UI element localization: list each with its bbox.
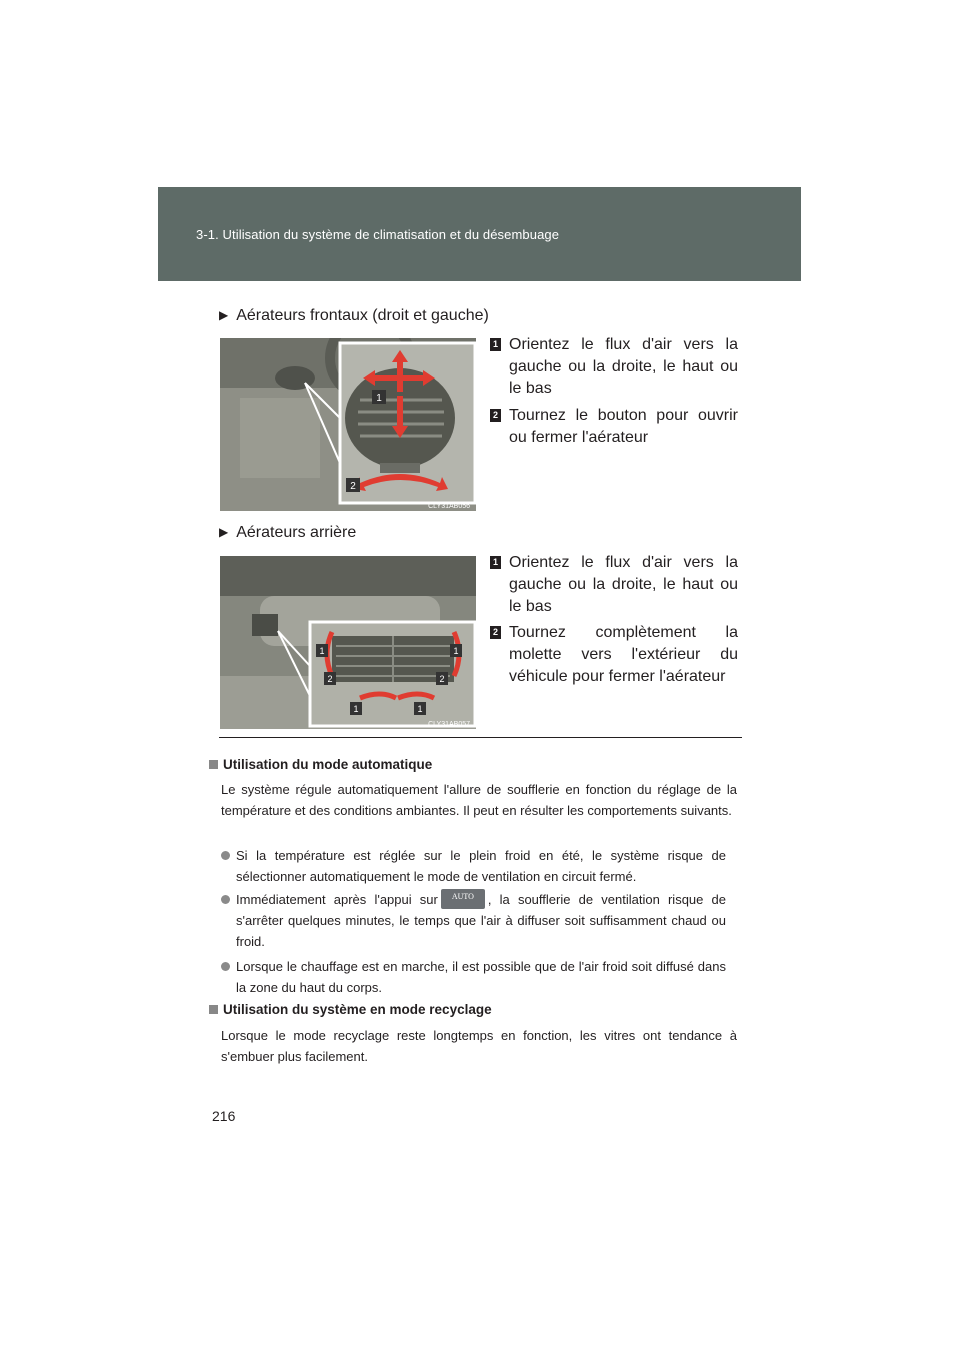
front-vents-heading-text: Aérateurs frontaux (droit et gauche): [236, 307, 489, 324]
auto-mode-body: Le système régule automatiquement l'allure de soufflerie en fonction du réglage de la température et des conditions ambiantes. Il peut en résulter les comportements suivants.: [221, 782, 737, 818]
front-vent-illustration: [220, 338, 476, 511]
auto-mode-heading: [209, 757, 432, 772]
chapter-header: [158, 187, 801, 281]
callout-1: 1: [376, 393, 382, 404]
circle-bullet-icon: [221, 962, 230, 971]
callout-1: 1: [319, 646, 325, 656]
recycle-mode-heading-text: Utilisation du système en mode recyclage: [223, 1002, 492, 1017]
callout-1: 1: [453, 646, 459, 656]
step-text: Orientez le flux d'air vers la gauche ou la droite, le haut ou le bas: [509, 554, 738, 615]
square-bullet-icon: [209, 1005, 218, 1014]
triangle-bullet-icon: ▶: [219, 308, 229, 322]
bullet-item: [221, 845, 726, 887]
front-vents-heading: [219, 307, 489, 325]
auto-mode-heading-text: Utilisation du mode automatique: [223, 757, 433, 772]
auto-button-icon: AUTO: [441, 889, 485, 909]
chapter-title: 3-1. Utilisation du système de climatisation et du désembuage: [196, 227, 560, 242]
recycle-mode-heading: [209, 1002, 492, 1017]
rear-vent-illustration: [220, 556, 476, 729]
step-number-badge: 2: [490, 409, 501, 422]
step-text: Tournez le bouton pour ouvrir ou fermer l'aérateur: [509, 407, 738, 446]
step-number-badge: 1: [490, 338, 501, 351]
square-bullet-icon: [209, 760, 218, 769]
callout-2: 2: [350, 481, 356, 492]
bullet-item: [221, 889, 726, 952]
bullet-text: Lorsque le chauffage est en marche, il est possible que de l'air froid soit diffusé dans la zone du haut du corps.: [236, 959, 726, 995]
bullet-text: Immédiatement après l'appui sur AUTO , la soufflerie de ventilation risque de s'arrêter quelques minutes, le temps que l'air à diffuser soit suffisamment chaud ou froid.: [236, 889, 726, 952]
image-code: CLY31AB056: [428, 503, 470, 510]
front-step-2: [490, 405, 738, 449]
callout-2: 2: [439, 674, 445, 684]
front-step-1: [490, 334, 738, 400]
callout-1: 1: [417, 704, 423, 714]
step-number-badge: 1: [490, 556, 501, 569]
callout-1: 1: [353, 704, 359, 714]
rear-step-2: [490, 622, 738, 688]
rear-vents-heading-text: Aérateurs arrière: [236, 524, 357, 541]
recycle-mode-body: Lorsque le mode recyclage reste longtemps en fonction, les vitres ont tendance à s'embuer plus facilement.: [221, 1028, 737, 1064]
page-number: 216: [212, 1108, 236, 1124]
circle-bullet-icon: [221, 895, 230, 904]
circle-bullet-icon: [221, 851, 230, 860]
triangle-bullet-icon: ▶: [219, 525, 229, 539]
rear-vents-heading: [219, 524, 356, 542]
callout-2: 2: [327, 674, 333, 684]
section-divider: [219, 737, 742, 738]
image-code: CLY31AB057: [428, 721, 470, 728]
step-number-badge: 2: [490, 626, 501, 639]
rear-step-1: [490, 552, 738, 618]
bullet-item: [221, 956, 726, 998]
bullet-text: Si la température est réglée sur le plein froid en été, le système risque de sélectionner automatiquement le mode de ventilation en circuit fermé.: [236, 848, 726, 884]
step-text: Orientez le flux d'air vers la gauche ou la droite, le haut ou le bas: [509, 336, 738, 397]
step-text: Tournez complètement la molette vers l'extérieur du véhicule pour fermer l'aérateur: [509, 624, 738, 685]
